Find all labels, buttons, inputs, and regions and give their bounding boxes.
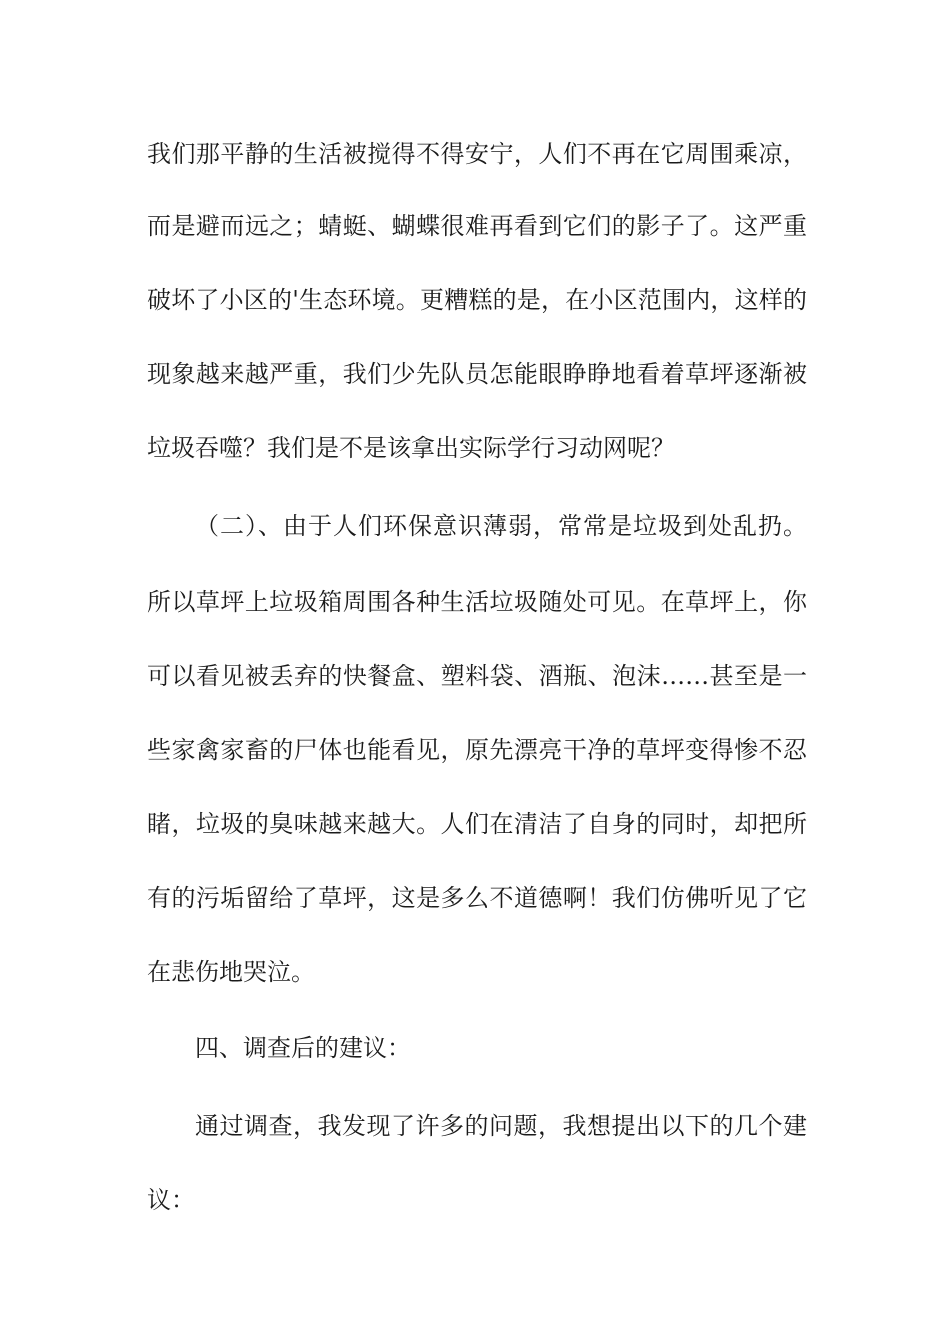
paragraph-line: 议： bbox=[147, 1186, 195, 1214]
paragraph-line: 所以草坪上垃圾箱周围各种生活垃圾随处可见。在草坪上，你 bbox=[147, 588, 807, 616]
paragraph-line: 有的污垢留给了草坪，这是多么不道德啊！我们仿佛听见了它 bbox=[147, 884, 807, 912]
paragraph-line: 在悲伤地哭泣。 bbox=[147, 958, 315, 986]
paragraph-line: 些家禽家畜的尸体也能看见，原先漂亮干净的草坪变得惨不忍 bbox=[147, 736, 807, 764]
paragraph-line: （二）、由于人们环保意识薄弱，常常是垃圾到处乱扔。 bbox=[195, 512, 807, 540]
paragraph-line: 我们那平静的生活被搅得不得安宁，人们不再在它周围乘凉， bbox=[147, 140, 807, 168]
section-heading: 四、调查后的建议： bbox=[195, 1034, 411, 1062]
paragraph-line: 睹，垃圾的臭味越来越大。人们在清洁了自身的同时，却把所 bbox=[147, 810, 807, 838]
paragraph-line: 垃圾吞噬？我们是不是该拿出实际学行习动网呢？ bbox=[147, 434, 675, 462]
paragraph-line: 通过调查，我发现了许多的问题，我想提出以下的几个建 bbox=[195, 1112, 807, 1140]
paragraph-line: 而是避而远之；蜻蜓、蝴蝶很难再看到它们的影子了。这严重 bbox=[147, 212, 807, 240]
paragraph-line: 可以看见被丢弃的快餐盒、塑料袋、酒瓶、泡沫……甚至是一 bbox=[147, 662, 807, 690]
paragraph-line: 破坏了小区的'生态环境。更糟糕的是，在小区范围内，这样的 bbox=[147, 286, 807, 314]
paragraph-line: 现象越来越严重，我们少先队员怎能眼睁睁地看着草坪逐渐被 bbox=[147, 360, 807, 388]
